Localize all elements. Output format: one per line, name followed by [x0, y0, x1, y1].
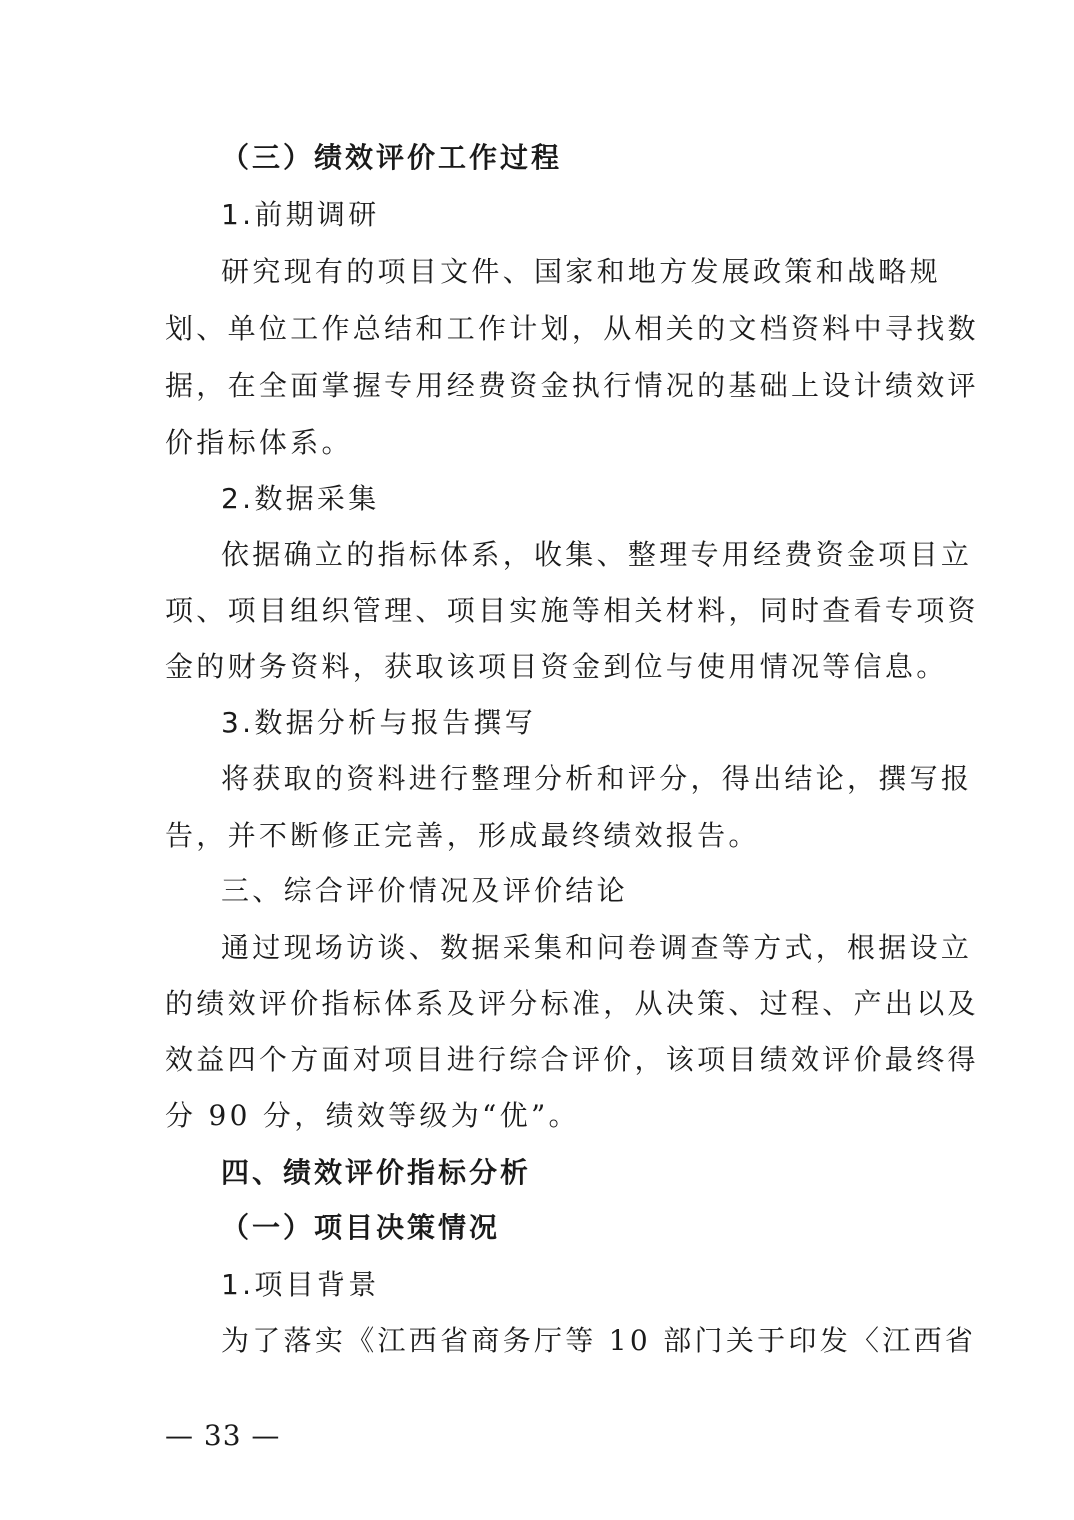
paragraph-line: 的绩效评价指标体系及评分标准，从决策、过程、产出以及	[165, 987, 979, 1020]
paragraph-line: 研究现有的项目文件、国家和地方发展政策和战略规	[221, 255, 941, 288]
section-heading-overall-evaluation: 三、综合评价情况及评价结论	[221, 874, 628, 907]
subheading-preliminary-research: 1.前期调研	[221, 198, 380, 231]
paragraph-line: 划、单位工作总结和工作计划，从相关的文档资料中寻找数	[165, 312, 979, 345]
section-heading-indicator-analysis: 四、绩效评价指标分析	[221, 1156, 532, 1189]
section-heading-project-decision: （一）项目决策情况	[221, 1211, 501, 1244]
paragraph-line: 效益四个方面对项目进行综合评价，该项目绩效评价最终得	[165, 1043, 979, 1076]
subheading-project-background: 1.项目背景	[221, 1268, 380, 1301]
section-heading-evaluation-process: （三）绩效评价工作过程	[221, 141, 563, 174]
paragraph-line: 告，并不断修正完善，形成最终绩效报告。	[165, 819, 760, 852]
paragraph-line: 据，在全面掌握专用经费资金执行情况的基础上设计绩效评	[165, 369, 979, 402]
subheading-data-analysis: 3.数据分析与报告撰写	[221, 706, 537, 739]
paragraph-line: 金的财务资料，获取该项目资金到位与使用情况等信息。	[165, 650, 948, 683]
paragraph-line: 为了落实《江西省商务厅等 10 部门关于印发〈江西省	[221, 1324, 977, 1357]
paragraph-line: 将获取的资料进行整理分析和评分，得出结论，撰写报	[221, 762, 973, 795]
paragraph-line: 通过现场访谈、数据采集和问卷调查等方式，根据设立	[221, 931, 973, 964]
paragraph-line: 依据确立的指标体系，收集、整理专用经费资金项目立	[221, 538, 973, 571]
paragraph-line: 价指标体系。	[165, 426, 353, 459]
page-number: — 33 —	[165, 1419, 281, 1452]
subheading-data-collection: 2.数据采集	[221, 482, 380, 515]
paragraph-line: 项、项目组织管理、项目实施等相关材料，同时查看专项资	[165, 594, 979, 627]
paragraph-line: 分 90 分，绩效等级为“优”。	[165, 1099, 580, 1132]
